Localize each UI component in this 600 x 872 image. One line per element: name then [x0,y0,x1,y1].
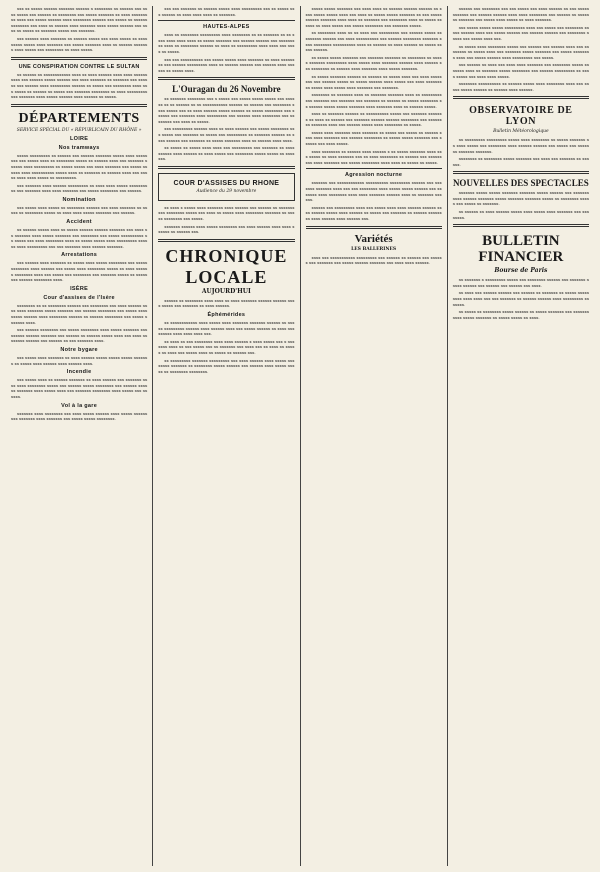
divider [158,20,294,21]
paragraph: xxxxxxx xxxx xxxxxxxx xxx xxxx xxxxx xxxxxx xxxx xxxxx xxxxxx xxx xxxxxxx xxxx xxxxxxx xxx xxxxx xxxxx xxxxxxxx. [11,410,148,422]
paragraph: xx xxxxxx xx xxxxxxxxxxxx xxxx xx xxxx xxxxxx xxxx xxxx xxxxxxxxxx xxx xxxxxx xxxxx xxxxxx xxx xxxx xxxxxxx xx xxxxxxx xxx xxxxxx xxx xxxxxx xxxx xxxxxxxxx xxxxxx xx xxxxx xxx xxxxxxxx xxxx xxx xxxxx xx xxxxxx xx xxxxx xxx xxxxxxx xxxxxxxx xx xxxx xxxxxxxxx xxx xxxxxxx xxxx xxxxx xxxxxx xxxx xxxxxx xx xxxxx. [11,71,148,100]
paragraph: xx xxxxxxxxx xxxxxxx xxxxxxxxx xxx xxxx xxxxxx xxxx xxxxx xxx xxxxx xxxxxxx xx xxxxxxxx xxxxx xxxxxx xxx xxxxxx xxxx xxxxx xxxxx xx xxxxxxxx xxxxxxxx. [158,357,295,374]
paragraph: xx xxxxxxx xxxxxxxx xxx x xxxxx xxx xxxxx xxxxx xxxxx xxx xxxxxx xx xx xxxxxx xx xx xxxxxxxxxxx xxxxxx xx xxxxxx xxx xxxxxxxx xxxx xxxxx xxx xx xxxx xxxxxx xxxxx xxxxxx xx xxxxx xxxxxxxx xxx xxxxxx xxx xxxxxxx xxxx xxxxxxxxx xxx xxxxxx xxxx xxxxxxxx xxx xxxxxxxx xxx xxxx xx xxxxx. [158,96,295,124]
column-1 [6,6,152,866]
divider [158,77,294,80]
paragraph: xxxx xxx xxxxxxxxxxx xxxxxxxxx xxx xxxxxx xx xxxxxx xxx xxxxxx xxx xxxxxxx xxx xxxxx xxxxxx xxxxxxx xxx xxxx xxxx xxxxxx. [305,254,442,266]
paragraph: xxxxxxx xxxxxx xxxx xxxxx xxxxxxxx xxx xxxx xxxxxx xxxx xxxx xxxxxx xx xxxxxx xxx. [158,223,295,235]
paragraph: xxx xxxxx xxxx xxxxxxx xx xxxx xxxxxx xxxxx xxxxx xxxxx xxxxxxx xx xxxxx xxxx xxxxxx xxxx xxxxxx xxxx. [11,354,148,366]
paragraph: xx xxxxx xxxx xxxxxxxx xxxxx xxx xxxxxx xxx xxxxxx xxxx xxx xxxxxxxx xx xxxxx xxxx xxx xxxxxxx xxxxx xxxxxxx xxx xxxxx xxxxxxxx xxxx xxx xxxxx xxxxxx xxxx xxxxxxxxx xxx xxxxx. [452,43,589,60]
paragraph: xx xxxxx xxxxx xxxxxxx xxx xxxxxxx xxxxxxx xx xxxxxxxx xx xxxxx xxxxxxx xxxxxxxxx xxxx xxxxx xxxx xxxxxxx xxxxxx xxxx xxxxxx xxx xxxxxxxx xx xxxxxx xxxx xxxxxxx xxxx xxxxx xxxxxxx. [305,54,442,71]
varietes-subheading: LES BALLERINES [351,246,397,252]
paragraph: xx xxxxxxx x xxxxxxxxx xxxxx xxx xxxxxxxx xxxxxx xxx xxxxxxx xxxxx xxxxxx xxx xxxxxx xxx xxxxxx xxx xxxx. [452,277,589,288]
column-2 [152,6,299,866]
bulletin-financier-heading: BULLETIN FINANCIER [478,233,564,266]
section-heading: LOIRE [69,135,89,142]
paragraph: xx xxxx x xxxxx xxxx xxxxxxx xxxx xxxxxx xxx xxxxxx xx xxxxxxxxxx xxxxxxxx xxxxx xxx xxxx xx xxxxx xxxx xxxxxxxx xxxxxxx xx xxxxx xxxxxxxx xxx xxxxx. [158,204,295,222]
paragraph: xxx xxxxxx xxxx xxxxxxx xx xxxxxx xxxxx xxx xxxx xxxxx xx xxxxxxxxx xxxxx xxxx xxxxxxx xxx xxxxx xxxxxxx xxxx xx xxxxxx xxxxxxx xxxx xxxxx xxx xxxxxxxx xx xxxx xxxxx. [11,35,148,53]
divider [453,171,589,174]
section-heading: UNE CONSPIRATION CONTRE LE SULTAN [18,63,140,70]
paragraph: xxxx xx xxxxxxxx xxxxxxxxx xxxx xxxxxxxx xx xx xxxxxxx xx xx xxxx xxxx xxxx xxxx xx xxxxx xxxxxxx xxx xxxxxx xxxxxx xxx xxxxxxxxx xxxx xx xxxxxxxx xxxxxx xx xxxx xx xxxxxxxxx xxxx xxxx xxx xxxx xx xxxxx. [158,32,295,54]
subsection-heading: Nos tramways [58,144,100,151]
divider [158,239,294,242]
paragraph: xxx xxxxx xxxx xx xxxxxx xxxxxxx xx xxxx xxxxxx xxx xxxxxxx xxxx xxxx xxxxxxxx xxxxx xxx xxxxxx xxxxx xxxxxxxx xxx xxxxxx xxxxxx xxxxxxx xxxx xxxxx xxxx xxx xxxxxxx xxxxxxxx xxxx xxxxx xxx xxxxxx. [11,377,148,399]
paragraph: xxxx xxxxxxxx xx xxxxxx xxxx xxxxxx x xx xxxxx xxxxxxx xxxx xxx xxxxx xx xxxx xxxxxxx xxx xx xxxx xxxxxxxx xx xxxxxx xxx xxxxxxxxx xxxx xxxxxxx xxx xxxxx xxxxxxxx xxxx xxxx xx xxxxx xx xxxxx. [305,148,442,165]
paragraph: xxxxx xxxxx xxxxxxx xxx xxxx xxxx xx xxxxxx xxxxxx xxxxxx xx xxxx xxxxx xxxxx xxxx xxx xxxx xx xxxxx xxxxx xxxxxxx xx xxx xxxxx xxxxxx xxxxxxx xxxx xxxx xx xxxxxxx xxx xxxxxxxx xxxx xx xxxxx xxxxxx xx xxxx xxxxx xxx xxxxx xxxxxxxx xxx xxxxxxx xxxxx. [305,6,442,28]
subsection-heading: Éphémérides [207,312,246,319]
section-heading: ISÈRE [70,285,89,292]
paragraph: xxxxxxx xxxxx xxxxx xxxxxxx xxxxxxx xxxxx xxxxxx xxx xxxxxxx xxxx xxxxxx xxxxxxx xxxxx xxxxxxx xxxxxxx xxxxx xx xxxxxxxx xxxxx xxx xxxxx xx xxxxxxx. [452,190,589,207]
subsection-heading: Notre bygare [60,346,98,353]
paragraph: xxxxxxxx xx xxxxxxx xxxx xx xxxxxxx xxxxxxx xxxx xx xxxxxxxxx xxx xxxxxxx xxx xxxxxxx xxx xxxxxxx xx xxxxxx xx xxxxx xxxxxxxx xx xxxxxx xxxxx xxxxx xxxxxxx xxxx xxxxxxx xxxx xx xxxxxx xxxxx. [305,92,442,109]
paragraph: xx xxxxxx xxxxx xxxx xx xxxxx xxxxxx xxxxxx xxxxxxx xxx xxxx xx xxxxxxx xxxx xxxxx xxxxxxx xxx xxxxxxxx xxx xxxxx xxxxxxxxxx xx xxxxx xxx xxxx xxxxxxxx xxxx xx xxxxx xxxxx xxxx xxxxxxxxx xxxx xx xxxx xxxxxxxxx xxx xxx xxxxxxx xxxx xxxxxx xxxxxxx. [11,227,148,249]
column-4 [447,6,594,866]
paragraph: xxxxxx xxx xxxxxxxxx xxxx xxx xxxxx xxxx xxxx xxxxxx xxxxxx xxxx xxxxxx xxxxx xxxx xxxxxx xx xxxxx xxx xxxxxxx xx xxxxxx xxxxxxxx xxxx xxxxxx xxxx xxxxxx xxx. [305,204,442,221]
bulletin-subheading: Bourse de Paris [494,267,548,275]
paragraph: xxxxxx xxx xxxxxxxx xxx xxx xxxxx xxx xxxx xxxxxx xx xxx xxxxx xxxxxxx xxx xxxxxx xxxxxx xxxx xxxx xxxxxxxx xxx xxxxxx xx xxxxx xx xxxxxxx xxx xxxxx xxxx xxxxx xx xxxx xxxxxxx. [452,6,589,23]
paragraph: xxx xxxxx xxxxx xxxxx xxxxxxxxx xxxx xxx xxxxx xxx xxxxxxxx xxxxx xxxxxx xxxx xxx xxxxx xxxxxx xxx xxxxxx xxxxxx xxx xxxxxxxx xxxxx xxx xxxxx xxxx xxx. [452,24,589,41]
chronique-locale-heading: CHRONIQUE LOCALE [165,245,288,287]
paragraph: xxx xxx xxxxxxx xx xxxxxx xxxxx xxxx xxxxxxxxx xxx xx xxxxx xxx xxxxxx xx xxxx xxxx xxxx xx xxxxxxx. [158,6,295,17]
divider [11,57,147,60]
divider [11,104,147,107]
paragraph: xx xxxx xxx xxxxxx xxxxxx xxx xxxxxx xx xxxxxxx xx xxxxx xxxxxxxxx xxxx xxxx xxx xxx xxxxxxx xx xxxxxx xxxxxx xxxx xxxxxxxxx xx xxxxx. [452,290,589,307]
departements-heading: DÉPARTEMENTS [18,110,140,126]
subsection-heading: Nomination [62,196,96,203]
paragraph: xxx xxxxxxx xxxx xxxxxx xxxxxxxxx xx xxxx xxxx xxxxx xxxxxxxx xx xxx xxxxxxx xxxx xxxx xxxxxxx xxx xxxxx xxxxxxxx xxx xxxxxx. [11,182,148,194]
paragraph: xxxxxx xx xxxxxxxx xxxx xxxx xx xxxx xxxxxxx xxxxxx xxxxxx xxxx xxxxx xxx xxxxxxx xx xxxx xxxxxx. [158,297,295,309]
section-heading: Agression nocturne [344,172,403,179]
spectacles-heading: NOUVELLES DES SPECTACLES [452,178,589,189]
paragraph: xx xxxx xx xxx xxxxxxxx xxxx xxxx xxxxxx x xxxx xxxxx xxx x xxxxxxx xxxx xx xxx xxxxx xxx xx xxxxxxx xxx xxxx xxx xx xxxx xx xxxxx xx xxxx xxx xxxxx xxxx xx xxxxx xx xxxxxx xxx. [158,338,295,355]
divider [453,96,589,99]
article-heading: L'Ouragan du 26 Novembre [172,84,281,95]
paragraph: xx xxxxxxxx xxxx xx xx xxxx xxx xxxxxxxxx xxx xxxxxx xxxxx xx xxxxxxx xxxxxx xxx xxxx xxxxxxxxxx xxx xxxxxx xxxxxxxx xxxxxxx xxxx xxxxxxxx xxxxxxxxxx xxxx xx xxxxxx xx xxxx xxxxxx xx xxxxx xxxxx xxxxxx. [305,30,442,53]
assises-box [158,173,294,201]
paragraph: xxxxx xxxx xxxxxxx xxxx xxxxxxx xx xxxxx xxx xxxxx xx xxxxxx xxxx xxxx xxxxxxx xxx xxxxxx xxxxxxxx xx xxxxx xxxxx xxxxxxx xxx xxxxxx xxx xxxx xxxxx. [305,129,442,147]
paragraph: xx xxxxx xx xxxxxxxx xxxxx xxxxxx xx xxxxx xxxxxxx xxx xxxxxxx xxxx xxxxx xxxxxxx xx xxxxx xxxxx xx xxxx. [452,309,589,320]
departements-subheading: SERVICE SPÉCIAL DU « RÉPUBLICAIN DU RHÔNE » [16,127,142,133]
subsection-heading: Incendie [66,369,92,376]
article-subheading: Audience du 29 novembre [196,188,257,194]
paragraph: xxxxx xxxxxxxxx xx xxxxxx xxx xxxxxx xxxxxxx xxxxx xxxx xxxxxxxx xxx xxxxx xxxx xx xxxxxxxx xxxxx xx xxxxxx xxxx xxx xxxxxxx xxxxxx xxxx xxxxxxxxx xx xxxxx xxxxx xxx xxxx xxxxxxx xxx xxxxx xxxxxx xxxx xxxxxxxxxx xxxxx xxxx xx xxxxxxx xx xxxxxx xxxx xxx xxxxx xxxx xxxx xxxxx xx xxxxxxxxx. [11,152,148,181]
paragraph: xx xxxxxxxxxxxx xxxx xxxxx xxxx xxxxxxx xxxxxxx xxxxxx xx xxxxx xxxxxxxxx xxxxxx xxxx xxxxxx xxxx xxx xxxxx xxxxxx xx xxxx xxxxxxxxx xxxx xxxx xxxx xxx. [158,320,295,337]
paragraph: xxx xxxxxx xxxxxxxx xxx xxxxx xxxxxxxx xxxx xxxxx xxxxxxx xxx xxxxxx xxxxxx xxxxxxx xxx xxxxxx xx xxxxxx xxxxx xxxx xxx xxxx xxxxxxxx xxxxxx xxx xxxxxx xx xxx xxxxxxx xxxx. [11,327,148,344]
paragraph: xxx xx xxxxx xxxxxx xxxxxxx xxxxxx x xxxxxxxx xx xxxxxx xxx xxxx xxxxx xxx xxxxxx xx xxxxxxxx xxx xxxxx xxxxxxx xx xxxx xxxxxxx xx xxxx xxx xxxxx xxxxxx xxxx xxxxxxxx xxxxxx xxx xxxxx xx xxxxxx xxxxxxxx xxx xxxx xx xxxxxx xxxx xxxxxxx xxxx xxxxx xxxxxx xxx xxxx xx xxxxx xx xxxxxxx xxxxx xxx xxxxxxx. [11,6,148,34]
observatoire-heading: OBSERVATOIRE DE LYON [469,105,573,128]
paragraph: xxx xxxxxx xxxx xxxxxxx xx xxxxx xxxx xxxxx xxxxxxxx xxx xxxxx xxxxxxxx xxxx xxxxxx xxx xxxxx xxxx xxxxxxxx xxxxx xx xxxx xxxxxx xxxxxxxx xxxx xxx xxxxx xxx xxxxxxxx xxx xxxxxxx xxxxx xx xxxxxxxx xxxxxx xxxxxxxx xxxx. [11,260,148,283]
paragraph: xxxx xx xxxxxxx xxxxxx xx xxxxxxxxxx xxxxx xxx xxxxxxx xxxxxxx xx xxxx xx xxxxxx xxx xxxxxxx xxxxxx xxxxxx xxxxxxxx xxx xxxxxx xx xxxxxxx xxxx xxx xxxxxx xxxxx xxxx xxxxxxxx xx xxxxx. [305,111,442,128]
subsection-heading: Vol à la gare [61,402,98,409]
article-heading: COUR D'ASSISES DU RHONE [173,179,280,187]
section-heading: HAUTES-ALPES [203,24,250,31]
paragraph: xxx xxx xxxxxxxxxx xxx xxxxx xxxxx xxxx xxxxxxx xx xxxx xxxxxxxx xxx xxxxxx xxxxxxxxx xxxx xx xxxxxx xxxxxx xxx xxxxxx xxxx xxxxxx xx xxxxx xxxx. [158,56,295,73]
paragraph: xxxxxxxx xx xx xxxxxxxx xxxxxx xxx xxxxxxxx xxx xxxx xxxxxx xxxx xxxx xxxxxxx xxxxx xxxxxxx xxx xxxxxx xxxxxxxx xxx xxxxx xxxx xxxxx xxxxxx xxxx xxxxxxxx xxxxxx xx xxxxxx xxxxxxxx xxx xxxxx xxxxxxx xxxx. [11,302,148,325]
paragraph: xxx xxxxxxxxx xxxxxx xxxx xx xxxx xxxxxx xxx xxxxx xxxxxxxx xxx xxxxx xxx xxxxxxx xx xxxxx xxx xxxxxxxxx xx xxxxxxx xxxxxx xx xxxx xxxxxx xxx xxxxxxx xx xxxxx xxxxxxx xxxx xx xxxxxx xxxx xxxx. [158,126,295,143]
paragraph: xxx xxxxx xxxx xxxxx xx xxxxxxxx xxxxxx xxx xxxx xxxxxxx xx xxxxx xx xxxxxxxx xxxxx xx xxxx xxxx xxxxx xxxxxxx xxx xxxxxx. [11,204,148,216]
paragraph: xx xxxxx xx xxxxx xxxx xxxx xxx xxxxxxxxx xxx xxxxxxx xx xxxx xxxxxx xxxx xxxxxx xx xxxx xxxxx xxx xxxxxxxx xxxxx xxxxx xx xxxxxxx. [158,145,295,162]
paragraph: xx xxxxxxxxx xxxxxxxxx xxxxx xxxx xxxxxxxx xx xxxxx xxxxxxx xx xxxx xxxxx xxx xxxxxxxx xxxx xxxxxx xxxxxx xxx xxxxx xxx xxxxx xx xxxxxxx xxxxxxx. [452,137,589,154]
divider [306,168,442,169]
divider [158,166,294,169]
column-3 [300,6,447,866]
divider [306,226,442,229]
paragraph: xxxxxxx xxx xxxxxxxxxxxx xxxxxxxxxx xxxxxxxxx xxxxxx xxx xxxxxxx xxxxxxx xxxx xxx xxx xxxxxxxx xxxx xxxxx xxxxx xxxxxx xxx xxxxxxx xxxx xxxxxxxx xxxx xxxx xxxxxxx xxxxxx xxxx xx xxxxxxx xxxxxx. [305,180,442,203]
paragraph: xxxxxxxx xx xxxxxxxx xxxxx xxxxxxx xxx xxxx xxx xxxxxxx xx xxxxxx. [452,156,589,167]
varietes-heading: Variétés [354,232,393,245]
subsection-heading: Accident [66,219,92,226]
subsection-heading: Arrestations [61,252,98,259]
subsection-heading: Cour d'assises de l'Isère [43,294,115,301]
subheading: Bulletin Météorologique [493,129,549,135]
paragraph: xx xxxxx xxxxxxx xxxxxx xx xxxxxx xx xxxxx xxxx xxx xxxx xxxxxxxx xxx xxxxxx xxxxx xx xxxxx xxxxxx xxxx xxxxx xxx xxxx xxxxxxx xx xxxxx xxxx xxxxx xxxx xxxxxxx xxx xxxxxxx. [305,73,442,90]
chronique-subheading: AUJOURD'HUI [201,287,251,295]
divider [453,224,589,227]
paragraph: xxxxxxxx xxxxxxxxxx xx xxxxxx xxxxx xxxx xxxxxxxx xxxx xxx xxxxx xxxxx xxxxxx xx xxxxxx xxxx xxxxxx. [452,81,589,92]
paragraph: xx xxxxxx xx xxxx xxxxxx xxxxx xxxx xxxxx xxxx xxxxxxx xxx xxxxxxxx. [452,209,589,220]
paragraph: xxx xxxxxx xx xxxx xxx xxxx xxxx xxxxxxx xxx xxxxxxxx xxxxx xxxxxxx xxxx xx xxxxxxx xxxxx xxxxxxxx xxx xxxxxx xxxxxxxxx xx xxxx xxxxx xxx xxxx xxxx xxxxx. [452,62,589,79]
